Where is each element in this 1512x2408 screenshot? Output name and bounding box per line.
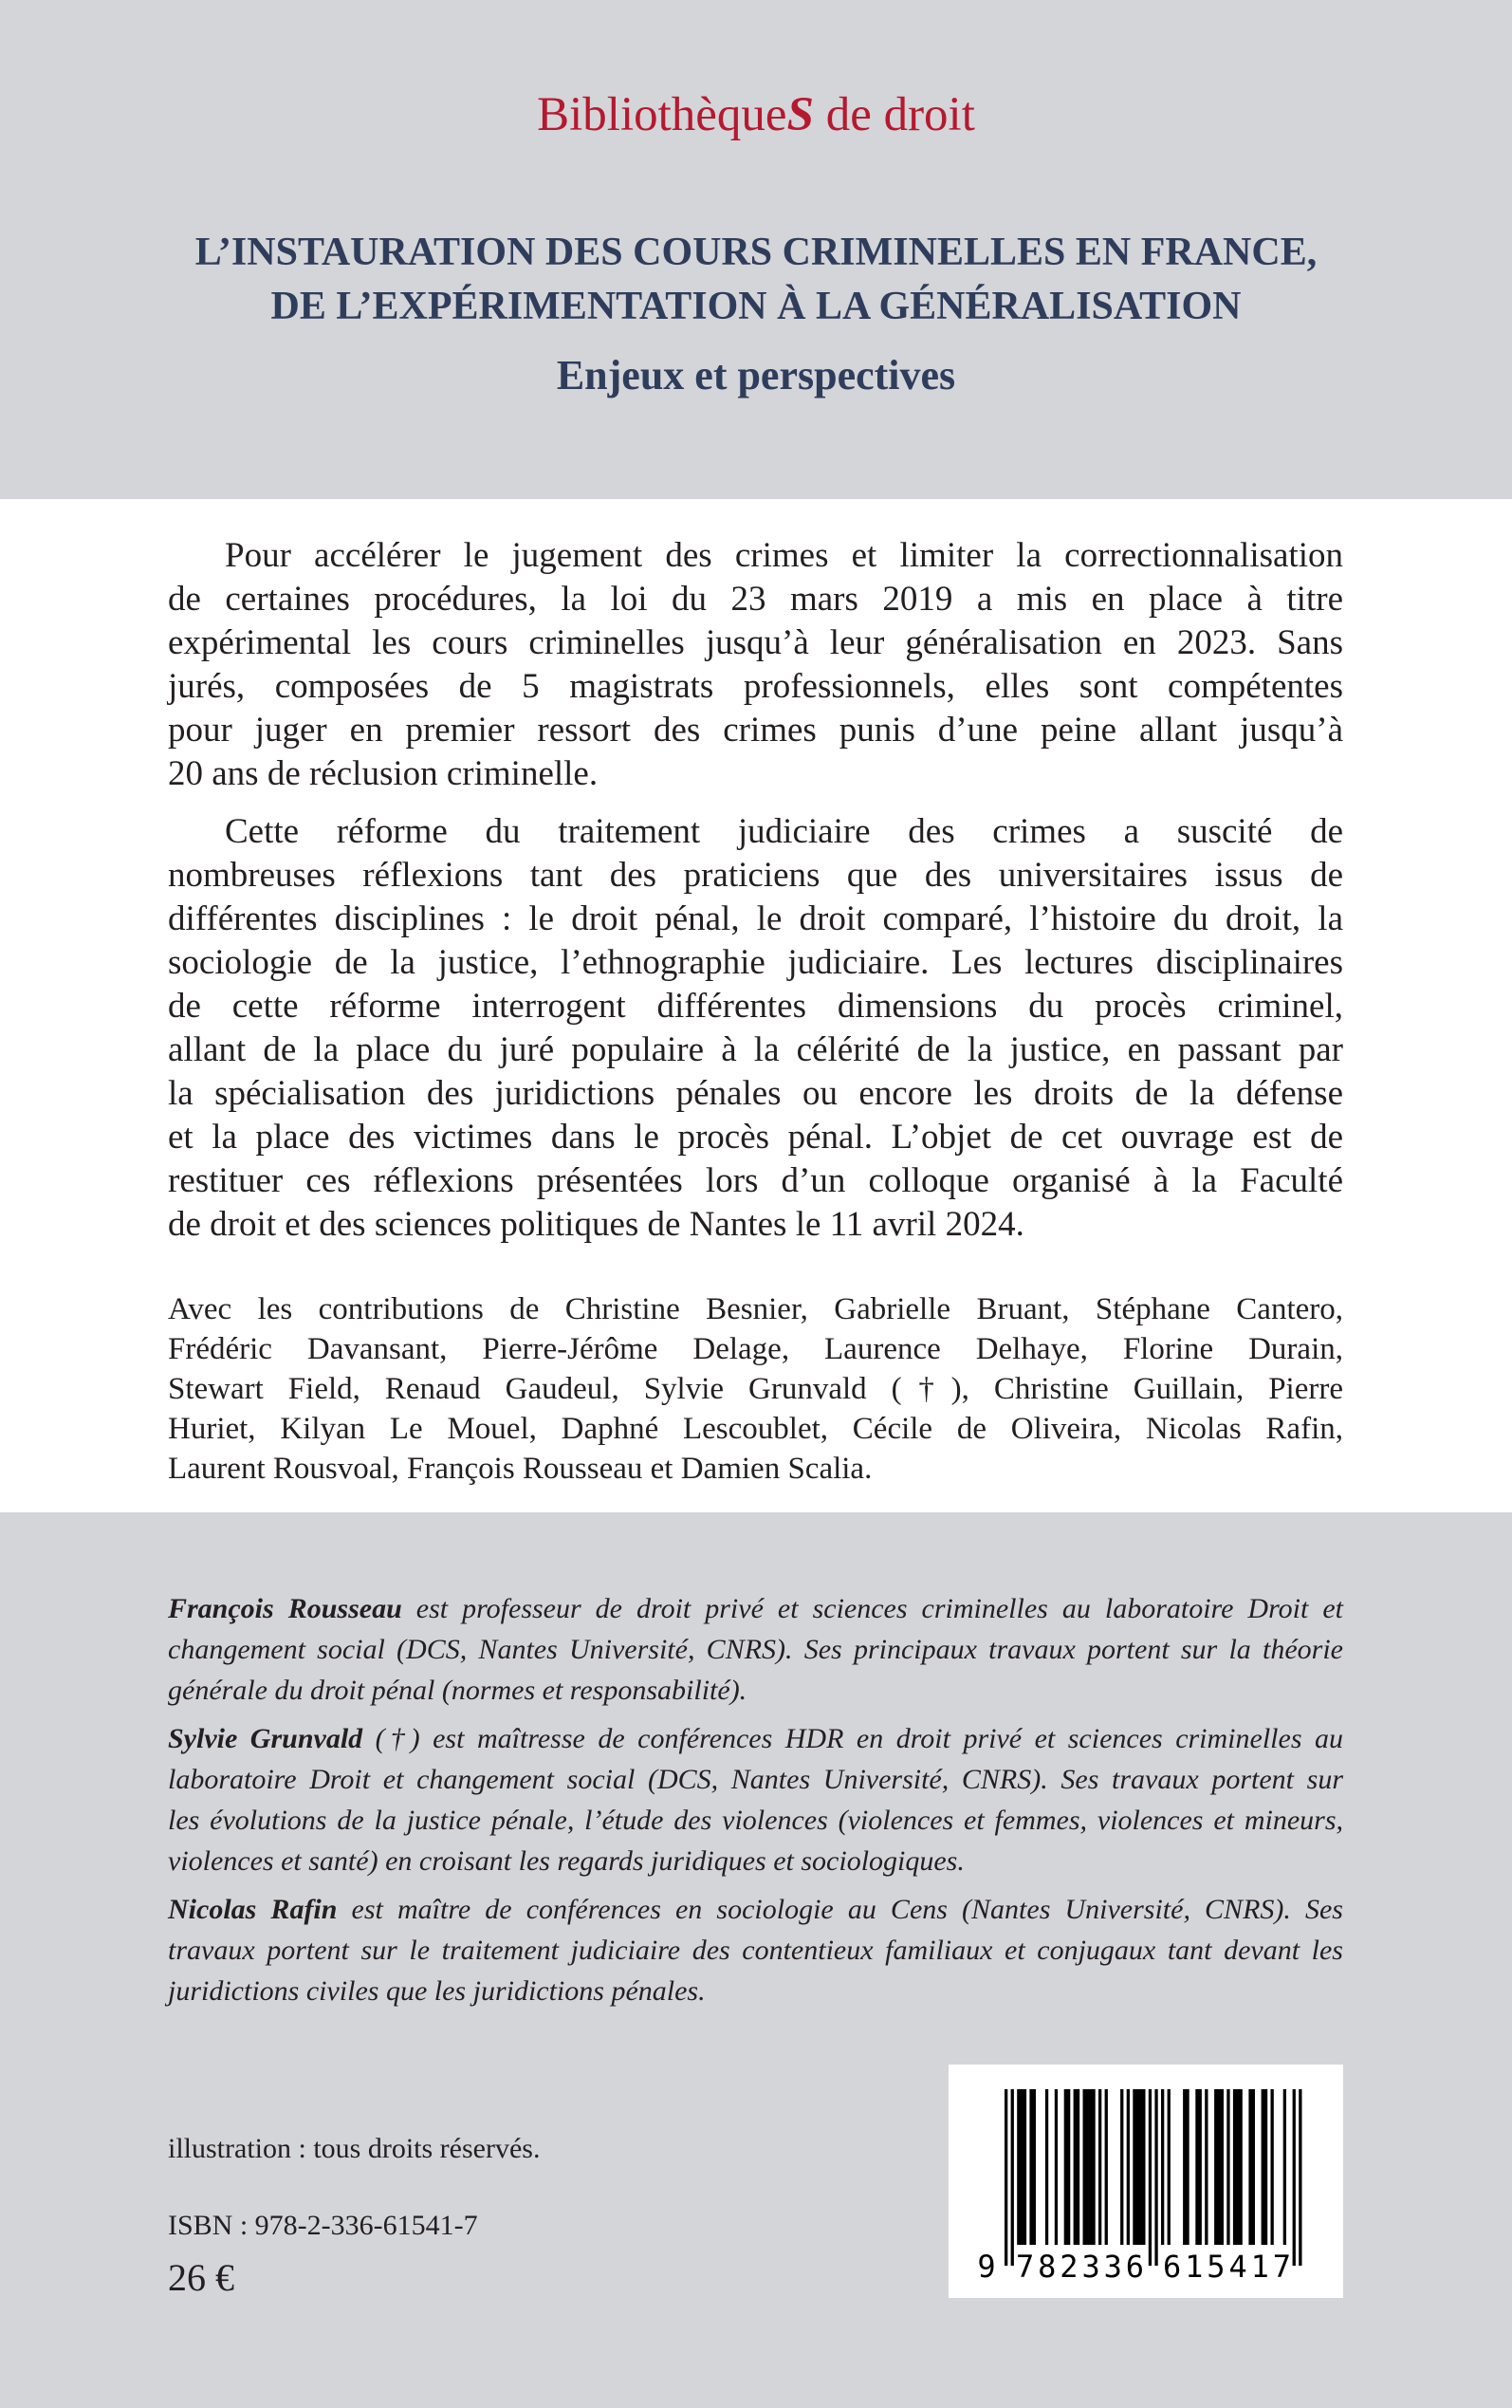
book-subtitle: Enjeux et perspectives [556,352,956,398]
barcode-bar [1017,2089,1026,2245]
barcode-bar [1233,2089,1243,2245]
barcode-bars [1005,2089,1302,2266]
author-name: Nicolas Rafin [168,1894,338,1925]
author-bio [168,1718,1343,1881]
barcode-bar [1133,2089,1145,2245]
summary-line: Cette réforme du traitement judiciaire des crimes a suscité de [225,812,1343,851]
series-name [0,85,1512,144]
author-bio-line: générale du droit pénal (normes et responsabilité). [168,1675,747,1706]
author-bio [168,1588,1343,1711]
book-title [0,226,1512,334]
summary-paragraph [168,534,1343,796]
isbn-number: ISBN : 978-2-336-61541-7 [168,2210,478,2241]
barcode-bar [1195,2089,1202,2245]
barcode-guard-bar [1154,2089,1157,2266]
illustration-credit: illustration : tous droits réservés. [168,2133,541,2164]
barcode [949,2065,1343,2298]
summary-line: de cette réforme interrogent différentes dimensions du procès criminel, [168,987,1343,1026]
author-bio [168,1889,1343,2011]
summary-line: nombreuses réflexions tant des praticiens que des universitaires issus de [168,856,1343,895]
barcode-first-digit: 9 [977,2249,996,2285]
barcode-bar [1161,2089,1164,2245]
barcode-bar [1214,2089,1224,2245]
contributors-paragraph [168,1289,1343,1489]
author-name: François Rousseau [168,1593,402,1624]
barcode-bar [1029,2089,1036,2245]
series-name-end: de droit [813,88,975,141]
contributors-line: Avec les contributions de Christine Besnier, Gabrielle Bruant, Stéphane Cantero, [168,1292,1343,1326]
author-bio-text: est maître de conférences en sociologie au Cens (Nantes Université, CNRS). Ses [337,1894,1343,1925]
barcode-bar [1120,2089,1123,2245]
summary-line: de certaines procédures, la loi du 23 mars 2019 a mis en place à titre [168,580,1343,619]
summary-line: restituer ces réflexions présentées lors d’un colloque organisé à la Faculté [168,1161,1343,1200]
price: 26 € [168,2256,234,2299]
author-name: Sylvie Grunvald [168,1723,363,1754]
barcode-guard-bar [1149,2089,1152,2266]
barcode-guard-bar [1005,2089,1007,2266]
summary-line: jurés, composées de 5 magistrats professionnels, elles sont compétentes [168,667,1343,706]
author-bio-line: juridictions civiles que les juridictions pénales. [168,1975,706,2007]
summary-line: pour juger en premier ressort des crimes punis d’une peine allant jusqu’à [168,711,1343,750]
barcode-left-digits: 782336 [1016,2249,1144,2285]
barcode-bar [1248,2089,1255,2245]
author-bio-line: les évolutions de la justice pénale, l’étude des violences (violences et femmes, violences et mineurs, [168,1805,1343,1836]
contributors-line: Stewart Field, Renaud Gaudeul, Sylvie Grunvald (†), Christine Guillain, Pierre [168,1372,1343,1406]
summary-line: allant de la place du juré populaire à la célérité de la justice, en passant par [168,1030,1343,1069]
author-bios [168,1588,1343,2019]
barcode-bar [1055,2089,1058,2245]
book-title-line: DE L’EXPÉRIMENTATION À LA GÉNÉRALISATION [270,285,1242,328]
summary-line: expérimental les cours criminelles jusqu’à leur généralisation en 2023. Sans [168,623,1343,662]
author-bio-line [168,1889,1343,1930]
summary-line: Pour accélérer le jugement des crimes et limiter la correctionnalisation [225,536,1343,575]
author-bio-line [168,1588,1343,1629]
barcode-bar [1045,2089,1048,2245]
contributors-line: Laurent Rousvoal, François Rousseau et Damien Scalia. [168,1452,873,1486]
summary-paragraph [168,810,1343,1247]
barcode-guard-bar [1011,2089,1014,2266]
barcode-bar [1183,2089,1189,2245]
contributors-line: Frédéric Davansant, Pierre-Jérôme Delage, Laurence Delhaye, Florine Durain, [168,1332,1343,1366]
summary-line: de droit et des sciences politiques de Nantes le 11 avril 2024. [168,1205,1024,1244]
barcode-right-digits: 615417 [1163,2249,1291,2285]
author-bio-line: violences et santé) en croisant les regards juridiques et sociologiques. [168,1845,965,1877]
summary-text [168,534,1343,1247]
barcode-bar [1205,2089,1208,2245]
barcode-bar [1127,2089,1130,2245]
author-bio-line [168,1718,1343,1759]
barcode-bar [1168,2089,1171,2245]
barcode-bar [1098,2089,1101,2245]
barcode-bar [1271,2089,1274,2245]
barcode-bar [1226,2089,1229,2245]
summary-line: et la place des victimes dans le procès pénal. L’objet de cet ouvrage est de [168,1118,1343,1157]
barcode-bar [1105,2089,1108,2245]
barcode-graphic [949,2065,1343,2298]
barcode-bar [1283,2089,1286,2245]
author-bio-text: (†) est maîtresse de conférences HDR en droit privé et sciences criminelles au [362,1723,1343,1754]
author-bio-line: travaux portent sur le traitement judiciaire des contentieux familiaux et conjugaux tant devant les [168,1935,1343,1966]
summary-line: 20 ans de réclusion criminelle. [168,754,599,793]
contributors-line: Huriet, Kilyan Le Mouel, Daphné Lescoublet, Cécile de Oliveira, Nicolas Rafin, [168,1412,1343,1446]
barcode-guard-bar [1293,2089,1296,2266]
author-bio-line: laboratoire Droit et changement social (DCS, Nantes Université, CNRS). Ses travaux portent sur [168,1764,1343,1795]
barcode-bar [1083,2089,1096,2245]
series-name-s: S [786,88,814,141]
book-title-line: L’INSTAURATION DES COURS CRIMINELLES EN FRANCE, [194,231,1318,274]
barcode-bar [1074,2089,1080,2245]
summary-line: sociologie de la justice, l’ethnographie judiciaire. Les lectures disciplinaires [168,943,1343,982]
barcode-bar [1262,2089,1268,2245]
summary-line: la spécialisation des juridictions pénales ou encore les droits de la défense [168,1074,1343,1113]
barcode-bar [1064,2089,1071,2245]
summary-line: différentes disciplines : le droit pénal, le droit comparé, l’histoire du droit, la [168,899,1343,938]
barcode-guard-bar [1299,2089,1301,2266]
series-name-start: Bibliothèque [537,88,787,141]
author-bio-line: changement social (DCS, Nantes Université, CNRS). Ses principaux travaux portent sur la théorie [168,1634,1343,1665]
author-bio-text: est professeur de droit privé et sciences criminelles au laboratoire Droit et [401,1593,1343,1624]
